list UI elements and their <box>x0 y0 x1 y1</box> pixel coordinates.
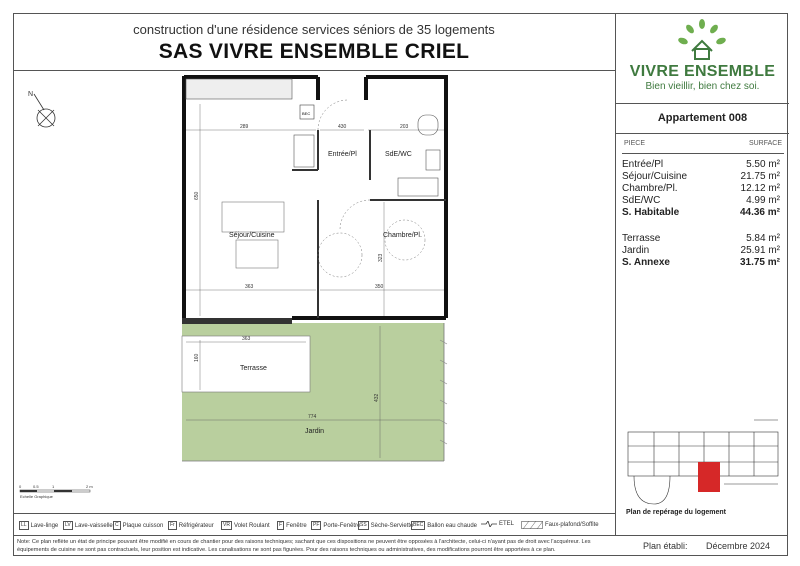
room-jardin: Jardin <box>305 428 325 435</box>
legend-item: C Plaque cuisson <box>115 522 164 529</box>
dim-160: 160 <box>194 353 200 362</box>
dim-363b: 363 <box>242 336 251 342</box>
legend-item: ETEL <box>481 521 514 527</box>
plan-date: Décembre 2024 <box>706 541 771 551</box>
dim-432: 432 <box>374 393 380 402</box>
table-row: Entrée/Pl 5.50 m² <box>622 159 780 170</box>
surface-table <box>622 159 784 269</box>
dim-430: 430 <box>338 124 347 130</box>
legend-item: Faux-plafond/Soffite <box>521 521 599 529</box>
col-surface: SURFACE <box>748 140 782 147</box>
brand-name: VIVRE ENSEMBLE <box>629 63 776 80</box>
brand-tagline: Bien vieillir, bien chez soi. <box>645 81 760 92</box>
apartment-title: Appartement 008 <box>616 103 789 134</box>
dim-323: 323 <box>378 253 384 262</box>
footer <box>13 535 788 557</box>
hatch-icon <box>521 521 543 529</box>
dim-350: 350 <box>375 284 384 290</box>
legend <box>13 513 615 536</box>
scale-2: 2 m <box>86 484 93 489</box>
annexe-total-row: S. Annexe 31.75 m² <box>622 257 780 268</box>
table-row: Jardin 25.91 m² <box>622 245 780 256</box>
minimap-label: Plan de repérage du logement <box>626 509 726 516</box>
scale-05: 0.5 <box>33 484 39 489</box>
dim-774: 774 <box>308 414 317 420</box>
etel-icon <box>481 521 497 527</box>
legend-item: LV Lave-vaisselle <box>65 522 113 529</box>
bec-label: BEC <box>302 111 311 116</box>
location-minimap <box>624 418 784 513</box>
scale-0: 0 <box>19 484 22 489</box>
legend-item: BEC Ballon eau chaude <box>413 522 477 529</box>
room-sejour: Séjour/Cuisine <box>229 232 275 239</box>
project-subtitle: construction d'une résidence services séniors de 35 logements <box>133 22 495 37</box>
table-row: Terrasse 5.84 m² <box>622 233 780 244</box>
svg-text:N: N <box>28 91 34 98</box>
north-arrow-icon <box>28 91 55 127</box>
surface-table-header <box>624 140 782 147</box>
dim-289: 289 <box>240 124 249 130</box>
disclaimer-note: Note: Ce plan reflète un état de principe pouvant être modifié en cours de chantier pour des raisons techniques; sachant que ces dispositions ne peuvent être opposées à l'architecte, celui-ci n'ayant pas de droit avec l'acquéreur. Les équipements de cuisine ne sont pas contractuels, leur position est indicative. Les canalisations ne sont pas figurées. Pour des raisons techniques ou administratives, des modifications pourront être apportées à ce plan. <box>17 539 591 553</box>
legend-item: PF Porte-Fenêtre <box>313 522 361 529</box>
room-sde: SdE/WC <box>385 151 412 158</box>
habitable-total-row: S. Habitable 44.36 m² <box>622 207 780 218</box>
table-row: Séjour/Cuisine 21.75 m² <box>622 171 780 182</box>
legend-item: Fr Réfrigérateur <box>170 522 214 529</box>
project-title: SAS VIVRE ENSEMBLE CRIEL <box>158 40 470 63</box>
dim-363: 363 <box>245 284 254 290</box>
scale-label: Echelle Graphique <box>20 494 53 499</box>
scale-bar <box>19 484 93 499</box>
house-leaves-icon <box>672 17 732 61</box>
logo <box>616 13 789 104</box>
room-terrasse: Terrasse <box>240 365 267 372</box>
info-panel <box>615 13 789 536</box>
col-piece: PIECE <box>624 140 646 147</box>
room-chambre: Chambre/Pl. <box>383 232 422 239</box>
dim-650: 650 <box>194 191 200 200</box>
room-entree: Entrée/Pl <box>328 151 357 158</box>
legend-item: SS Sèche-Serviette <box>360 522 414 529</box>
legend-item: VR Volet Roulant <box>223 522 270 529</box>
scale-1: 1 <box>52 484 55 489</box>
table-row: SdE/WC 4.99 m² <box>622 195 780 206</box>
plan-etabli-label: Plan établi: <box>643 541 688 551</box>
terrasse-area <box>182 336 310 392</box>
table-row: Chambre/Pl. 12.12 m² <box>622 183 780 194</box>
legend-item: F Fenêtre <box>279 522 307 529</box>
dim-203: 203 <box>400 124 409 130</box>
legend-item: LL Lave-linge <box>21 522 59 529</box>
